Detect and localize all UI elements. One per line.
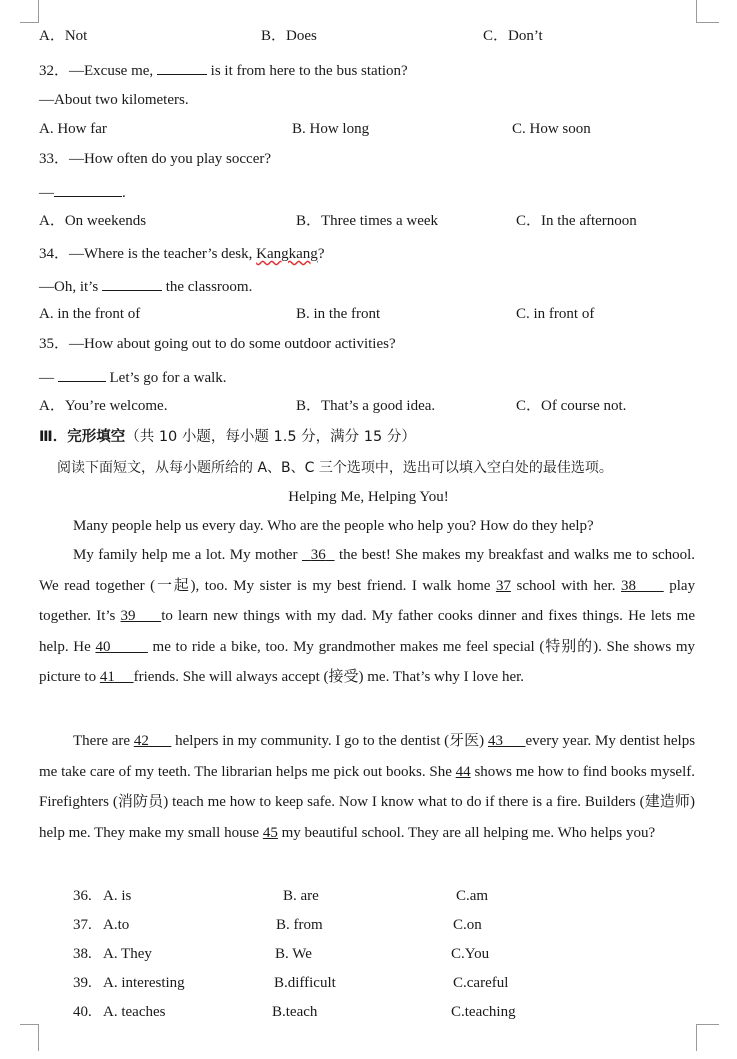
q34-stem-end: ? [317,246,325,262]
option-a: A. They [103,946,152,962]
blank-40: 40 [95,638,111,655]
q31-option-c: C．Don’t [483,28,543,44]
option-number: 38. [73,946,92,962]
q34-option-b: B. in the front [296,306,381,322]
blank-38: 38 [621,577,637,594]
blank-39: 39 [120,608,136,624]
q35-option-c: C．Of course not. [516,398,627,414]
q32-blank [157,60,207,75]
q35-stem: 35．—How about going out to do some outdoor activities? [39,336,396,352]
q32-stem-post: is it from here to the bus station? [210,63,408,79]
q33-option-b: B．Three times a week [296,213,439,229]
blank-37: 37 [495,577,511,594]
q34-stem [39,245,324,263]
option-c: C.on [453,917,482,933]
option-b: B. from [276,917,323,933]
blank-45: 45 [262,824,278,841]
q35-option-a: A．You’re welcome. [39,398,168,414]
q35-option-b: B．That’s a good idea. [296,398,436,414]
q35-blank [58,367,106,382]
section-heading [39,428,416,446]
p2-text-3: school with her. [516,577,616,594]
q33-blank [54,182,122,197]
q31-option-b: B．Does [261,28,317,44]
q33-answer-dash: — [39,185,54,201]
q33-stem: 33．—How often do you play soccer? [39,151,272,167]
passage-paragraph-2 [39,540,695,693]
q33-answer [39,182,126,202]
p3-text-3: every year. My dentist helps me take care of my teeth. The librarian helps me pick out books. She [39,733,696,780]
q35-answer-post: Let’s go for a walk. [109,370,227,386]
p3-text-4: shows me how to find books myself. Firefighters (消防员) teach me how to keep safe. Now I know what to do if there is a fire. Builders (建造师) help me. They make my small house [39,763,696,841]
q34-option-a: A. in the front of [39,306,141,322]
option-a: A.to [103,917,130,933]
blank-43: 43 [487,733,503,749]
q34-option-c: C. in front of [516,306,595,322]
option-b: B.teach [272,1004,318,1020]
option-b: B.difficult [274,975,336,991]
option-c: C.You [451,946,490,962]
q35-answer-pre: — [39,370,54,386]
p3-text-5: my beautiful school. They are all helping me. Who helps you? [281,824,656,841]
q32-option-a: A. How far [39,121,107,137]
p2-text-6: me to ride a bike, too. My grandmother makes me feel special (特别的). She shows my picture to [39,638,696,685]
option-c: C.teaching [451,1004,516,1020]
p2-text-1: My family help me a lot. My mother [73,547,298,563]
p2-text-7: friends. She will always accept (接受) me. That’s why I love her. [133,669,525,685]
q32-option-c: C. How soon [512,121,591,137]
p2-text-4: play together. It’s [39,577,696,624]
corner-mark-bottom-right [696,1024,719,1051]
corner-mark-top-left [20,0,39,23]
q34-answer-post: the classroom. [165,279,253,295]
option-number: 40. [73,1004,92,1020]
option-a: A. is [103,888,132,904]
p3-text-1: There are [73,733,131,749]
corner-mark-bottom-left [20,1024,39,1051]
option-number: 36. [73,888,92,904]
q33-option-a: A．On weekends [39,213,147,229]
option-b: B. are [283,888,319,904]
blank-41: 41 [99,669,115,685]
q34-answer-pre: —Oh, it’s [39,279,99,295]
option-c: C.careful [453,975,509,991]
option-b: B. We [275,946,312,962]
option-number: 39. [73,975,92,991]
passage-title: Helping Me, Helping You! [288,489,449,505]
option-c: C.am [456,888,489,904]
q33-answer-end: . [122,185,126,201]
blank-42: 42 [133,733,149,749]
q32-answer: —About two kilometers. [39,92,189,108]
q34-stem-name: Kangkang [256,246,318,262]
option-a: A. interesting [103,975,185,991]
p2-text-2: the best! She makes my breakfast and walks me to school. We read together (一起), too. My sister is my best friend. I walk home [39,547,696,594]
passage-paragraph-3 [39,726,695,848]
q33-option-c: C．In the afternoon [516,213,637,229]
section-note: （共 10 小题，每小题 1.5 分，满分 15 分） [125,429,416,445]
blank-36: 36 [310,547,326,563]
q34-answer [39,276,252,296]
blank-44: 44 [455,763,471,780]
passage-paragraph-1: Many people help us every day. Who are the people who help you? How do they help? [73,518,594,534]
corner-mark-top-right [696,0,719,23]
q34-blank [102,276,162,291]
option-a: A. teaches [103,1004,166,1020]
section-instruction: 阅读下面短文，从每小题所给的 A、B、C 三个选项中，选出可以填入空白处的最佳选项。 [57,460,613,476]
q35-answer [39,367,227,387]
p3-text-2: helpers in my community. I go to the dentist (牙医) [175,733,485,749]
p2-text-5: to learn new things with my dad. My father cooks dinner and fixes things. He lets me help. He [39,608,695,655]
q32-stem [39,60,408,80]
section-title: Ⅲ．完形填空 [39,429,126,445]
q32-option-b: B. How long [292,121,370,137]
q32-stem-pre: 32．—Excuse me, [39,63,154,79]
q34-stem-pre: 34．—Where is the teacher’s desk, [39,246,253,262]
q31-option-a: A．Not [39,28,88,44]
option-number: 37. [73,917,92,933]
